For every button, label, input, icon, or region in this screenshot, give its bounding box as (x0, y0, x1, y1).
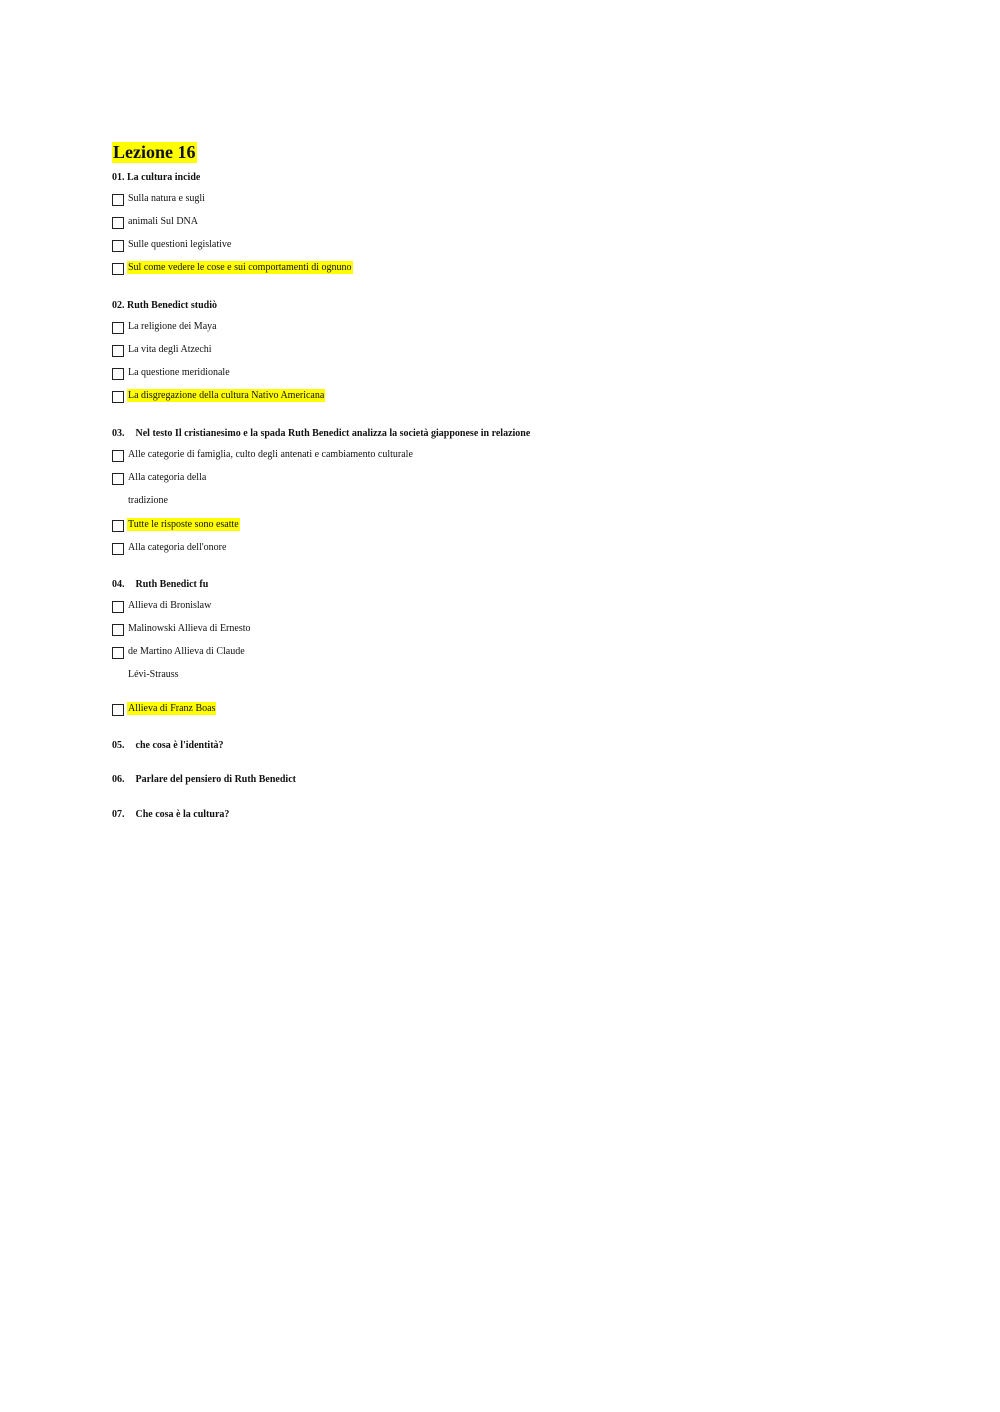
option-text: La questione meridionale (128, 367, 230, 378)
checkbox-icon[interactable] (112, 624, 124, 636)
q4-option-3[interactable] (112, 645, 246, 659)
option-text: Alle categorie di famiglia, culto degli antenati e cambiamento culturale (128, 449, 413, 460)
checkbox-icon[interactable] (112, 391, 124, 403)
option-text: Malinowski Allieva di Ernesto (128, 623, 251, 634)
q1-option-1[interactable] (112, 192, 206, 206)
question-text: Che cosa è la cultura? (135, 809, 230, 820)
q4-option-1[interactable] (112, 599, 212, 613)
checkbox-icon[interactable] (112, 217, 124, 229)
checkbox-icon[interactable] (112, 240, 124, 252)
option-text-highlighted: Allieva di Franz Boas (128, 703, 216, 714)
q1-option-2[interactable] (112, 215, 199, 229)
option-text: Sulle questioni legislative (128, 239, 232, 250)
q2-option-2[interactable] (112, 343, 213, 357)
q1-option-3[interactable] (112, 238, 232, 252)
option-text: Allieva di Bronislaw (128, 600, 212, 611)
checkbox-icon[interactable] (112, 345, 124, 357)
q2-option-1[interactable] (112, 320, 218, 334)
question-text: Parlare del pensiero di Ruth Benedict (135, 774, 296, 785)
checkbox-icon[interactable] (112, 450, 124, 462)
checkbox-icon[interactable] (112, 704, 124, 716)
question-number: 06. (112, 774, 125, 785)
option-text: Sulla natura e sugli (128, 193, 205, 204)
question-number: 05. (112, 740, 125, 751)
q1-option-4-correct[interactable] (112, 261, 353, 275)
question-02: 02. Ruth Benedict studiò (112, 300, 218, 311)
question-05 (112, 739, 224, 752)
question-number: 03. (112, 428, 125, 439)
option-text: Alla categoria dell'onore (128, 542, 227, 553)
q4-option-2[interactable] (112, 622, 252, 636)
q3-option-1[interactable] (112, 448, 414, 462)
option-text-highlighted: Sul come vedere le cose e sui comportamenti di ognuno (128, 262, 352, 273)
option-text: Alla categoria della (128, 472, 207, 483)
q4-option-4-correct[interactable] (112, 702, 216, 716)
question-03 (112, 427, 530, 440)
question-01: 01. La cultura incide (112, 172, 201, 183)
question-number: 04. (112, 579, 125, 590)
option-text: animali Sul DNA (128, 216, 198, 227)
option-text-highlighted: Tutte le risposte sono esatte (128, 519, 239, 530)
q3-option-2[interactable] (112, 471, 207, 485)
checkbox-icon[interactable] (112, 368, 124, 380)
question-number: 07. (112, 809, 125, 820)
q3-option-2-continuation: tradizione (128, 495, 168, 506)
option-text: La religione dei Maya (128, 321, 217, 332)
checkbox-icon[interactable] (112, 543, 124, 555)
checkbox-icon[interactable] (112, 263, 124, 275)
checkbox-icon[interactable] (112, 601, 124, 613)
q4-option-3-continuation: Lévi-Strauss (128, 669, 179, 680)
option-text: de Martino Allieva di Claude (128, 646, 245, 657)
question-07 (112, 808, 229, 821)
lesson-title: Lezione 16 (113, 142, 196, 162)
question-text: Nel testo Il cristianesimo e la spada Ruth Benedict analizza la società giapponese in relazione (135, 428, 531, 439)
question-text: che cosa è l'identità? (135, 740, 224, 751)
question-06 (112, 773, 296, 786)
checkbox-icon[interactable] (112, 322, 124, 334)
question-text: Ruth Benedict fu (135, 579, 209, 590)
checkbox-icon[interactable] (112, 473, 124, 485)
option-text: La vita degli Atzechi (128, 344, 212, 355)
checkbox-icon[interactable] (112, 647, 124, 659)
q3-option-3-correct[interactable] (112, 518, 240, 532)
q2-option-3[interactable] (112, 366, 231, 380)
q2-option-4-correct[interactable] (112, 389, 325, 403)
checkbox-icon[interactable] (112, 520, 124, 532)
q3-option-4[interactable] (112, 541, 227, 555)
question-04 (112, 578, 208, 591)
checkbox-icon[interactable] (112, 194, 124, 206)
option-text-highlighted: La disgregazione della cultura Nativo Americana (128, 390, 325, 401)
